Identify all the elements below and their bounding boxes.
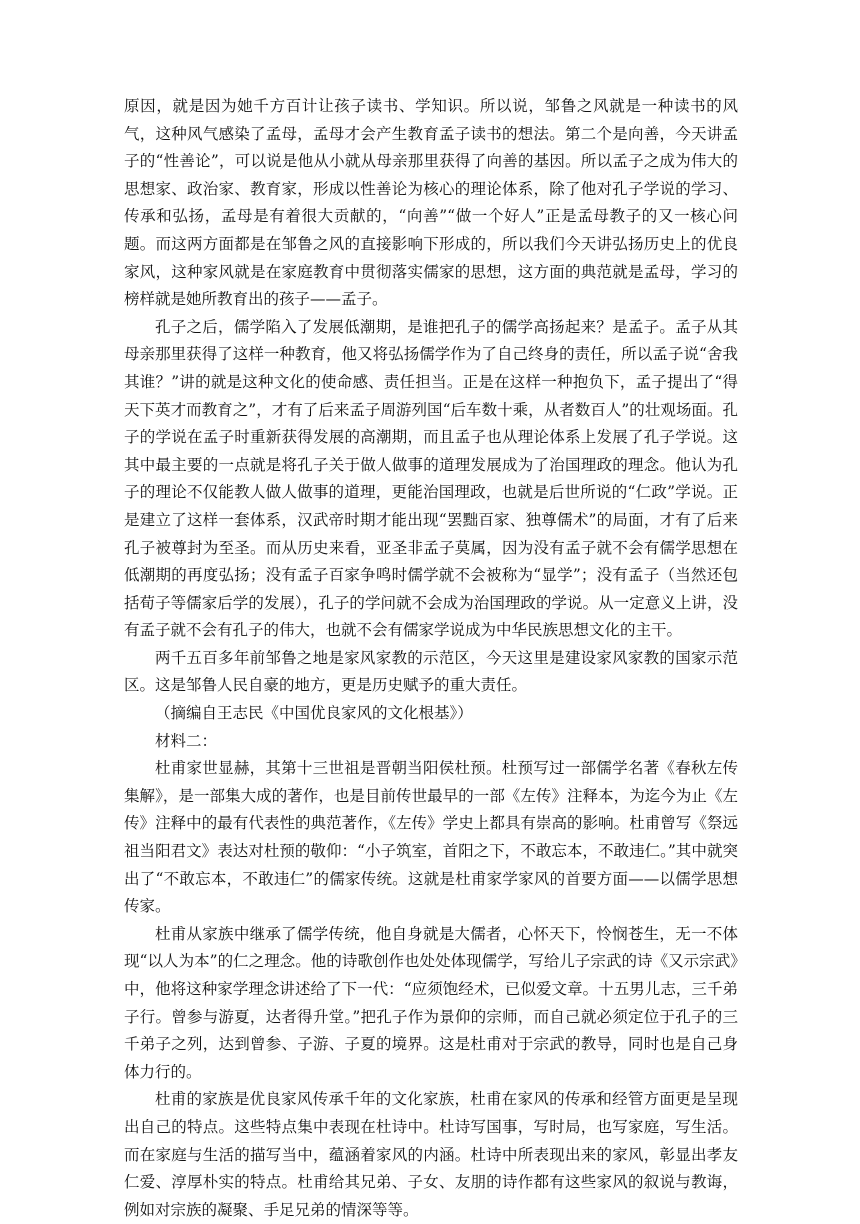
paragraph: 原因，就是因为她千方百计让孩子读书、学知识。所以说，邹鲁之风就是一种读书的风气，这种风气感染了孟母，孟母才会产生教育孟子读书的想法。第二个是向善，今天讲孟子的“性善论”，可以说是他从小就从母亲那里获得了向善的基因。所以孟子之成为伟大的思想家、政治家、教育家，形成以性善论为核心的理论体系，除了他对孔子学说的学习、传承和弘扬，孟母是有着很大贡献的，“向善”“做一个好人”正是孟母教子的又一核心问题。而这两方面都是在邹鲁之风的直接影响下形成的，所以我们今天讲弘扬历史上的优良家风，这种家风就是在家庭教育中贯彻落实儒家的思想，这方面的典范就是孟母，学习的榜样就是她所教育出的孩子——孟子。 [124, 97, 738, 309]
paragraph: 孔子之后，儒学陷入了发展低潮期，是谁把孔子的儒学高扬起来？是孟子。孟子从其母亲那里获得了这样一种教育，他又将弘扬儒学作为了自己终身的责任，所以孟子说“舍我其谁？”讲的就是这种文化的使命感、责任担当。正是在这样一种抱负下，孟子提出了“得天下英才而教育之”，才有了后来孟子周游列国“后车数十乘，从者数百人”的壮观场面。孔子的学说在孟子时重新获得发展的高潮期，而且孟子也从理论体系上发展了孔子学说。这其中最主要的一点就是将孔子关于做人做事的道理发展成为了治国理政的理念。他认为孔子的理论不仅能教人做人做事的道理，更能治国理政，也就是后世所说的“仁政”学说。正是建立了这样一套体系，汉武帝时期才能出现“罢黜百家、独尊儒术”的局面，才有了后来孔子被尊封为至圣。而从历史来看，亚圣非孟子莫属，因为没有孟子就不会有儒学思想在低潮期的再度弘扬；没有孟子百家争鸣时儒学就不会被称为“显学”；没有孟子（当然还包括荀子等儒家后学的发展），孔子的学问就不会成为治国理政的学说。从一定意义上讲，没有孟子就不会有孔子的伟大，也就不会有儒家学说成为中华民族思想文化的主干。 [124, 317, 738, 640]
paragraph: 杜甫家世显赫，其第十三世祖是晋朝当阳侯杜预。杜预写过一部儒学名著《春秋左传集解》，是一部集大成的著作，也是目前传世最早的一部《左传》注释本，为迄今为止《左传》注释中的最有代表性的典范著作，《左传》学史上都具有崇高的影响。杜甫曾写《祭远祖当阳君文》表达对杜预的敬仰：“小子筑室，首阳之下，不敢忘本，不敢违仁。”其中就突出了“不敢忘本，不敢违仁”的儒家传统。这就是杜甫家学家风的首要方面——以儒学思想传家。 [124, 759, 738, 916]
paragraph: 杜甫的家族是优良家风传承千年的文化家族，杜甫在家风的传承和经管方面更是呈现出自己的特点。这些特点集中表现在杜诗中。杜诗写国事，写时局，也写家庭，写生活。而在家庭与生活的描写当中，蕴涵着家风的内涵。杜诗中所表现出来的家风，彰显出孝友仁爱、淳厚朴实的特点。杜甫给其兄弟、子女、友朋的诗作都有这些家风的叙说与教诲，例如对宗族的凝聚、手足兄弟的情深等等。 [124, 1090, 738, 1219]
material-heading: 材料二： [155, 731, 218, 750]
source-citation: （摘编自王志民《中国优良家风的文化根基》） [155, 704, 473, 723]
paragraph: 杜甫从家族中继承了儒学传统，他自身就是大儒者，心怀天下，怜悯苍生，无一不体现“以人为本”的仁之理念。他的诗歌创作也处处体现儒学，写给儿子宗武的诗《又示宗武》中，他将这种家学理念讲述给了下一代：“应须饱经术，已似爱文章。十五男儿志，三千弟子行。曾参与游夏，达者得升堂。”把孔子作为景仰的宗师，而自己就必须定位于孔子的三千弟子之列，达到曾参、子游、子夏的境界。这是杜甫对于宗武的教导，同时也是自己身体力行的。 [124, 924, 738, 1081]
paragraph: 两千五百多年前邹鲁之地是家风家教的示范区，今天这里是建设家风家教的国家示范区。这是邹鲁人民自豪的地方，更是历史赋予的重大责任。 [124, 648, 738, 695]
document-body [124, 93, 738, 1224]
